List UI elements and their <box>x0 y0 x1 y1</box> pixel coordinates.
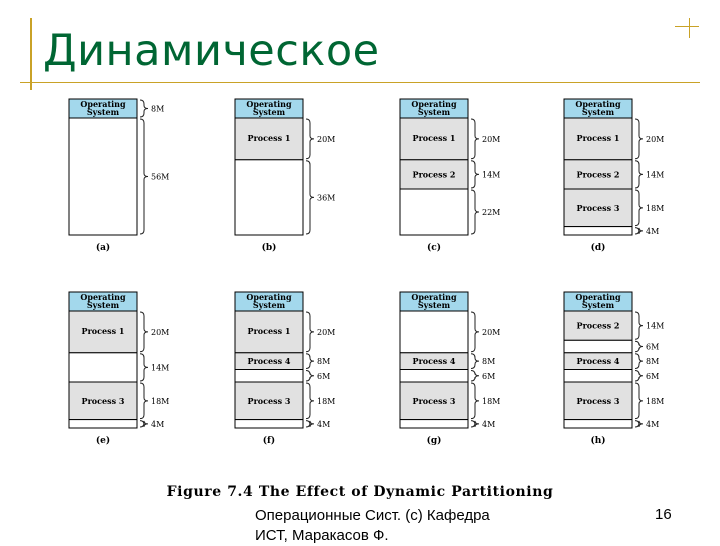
size-label: 18M <box>317 396 336 406</box>
memory-panel-b <box>235 99 335 253</box>
free-block <box>235 160 303 235</box>
size-brace <box>471 421 479 427</box>
process-label: Process 3 <box>247 395 291 406</box>
size-label: 8M <box>317 357 331 367</box>
panel-label: (c) <box>427 243 441 253</box>
size-brace <box>635 371 643 382</box>
size-brace <box>306 371 314 382</box>
process-label: Process 2 <box>412 169 456 180</box>
size-brace <box>635 354 643 369</box>
size-brace <box>306 119 314 159</box>
size-label: 18M <box>482 396 501 406</box>
process-label: Process 3 <box>576 202 620 213</box>
os-label: Operating <box>575 292 621 302</box>
free-block <box>564 420 632 428</box>
panel-label: (f) <box>262 436 276 446</box>
size-brace <box>471 119 479 159</box>
size-brace <box>140 312 148 352</box>
process-label: Process 4 <box>576 356 620 367</box>
process-label: Process 1 <box>412 133 456 143</box>
panel-label: (b) <box>261 243 277 253</box>
size-brace <box>140 421 148 427</box>
process-label: Process 2 <box>576 320 620 331</box>
size-brace <box>140 383 148 419</box>
os-label: Operating <box>80 99 126 109</box>
size-label: 8M <box>646 357 660 367</box>
free-block <box>564 340 632 353</box>
process-label: Process 3 <box>81 395 125 406</box>
os-label: System <box>417 300 451 310</box>
size-brace <box>635 312 643 339</box>
size-brace <box>635 383 643 419</box>
memory-panel-h <box>564 292 664 446</box>
free-block <box>69 118 137 235</box>
size-label: 4M <box>151 419 165 429</box>
panel-label: (e) <box>95 436 111 446</box>
memory-panel-c <box>400 99 500 253</box>
free-block <box>400 370 468 383</box>
size-brace <box>140 354 148 381</box>
size-label: 8M <box>151 104 165 114</box>
size-label: 4M <box>646 419 660 429</box>
os-label: System <box>252 107 286 117</box>
process-label: Process 1 <box>247 326 291 336</box>
size-label: 4M <box>646 226 660 236</box>
size-brace <box>471 383 479 419</box>
process-label: Process 3 <box>412 395 456 406</box>
panel-label: (a) <box>95 243 111 253</box>
process-label: Process 4 <box>412 356 456 367</box>
size-label: 14M <box>482 170 501 180</box>
size-brace <box>635 119 643 159</box>
os-label: System <box>417 107 451 117</box>
os-label: Operating <box>80 292 126 302</box>
process-label: Process 1 <box>576 133 620 143</box>
os-label: System <box>252 300 286 310</box>
os-label: System <box>581 300 615 310</box>
memory-panel-d <box>564 99 664 253</box>
size-brace <box>635 341 643 352</box>
memory-panel-a <box>69 99 169 253</box>
process-label: Process 1 <box>81 326 125 336</box>
size-label: 14M <box>151 363 170 373</box>
memory-panel-e <box>69 292 169 446</box>
size-label: 6M <box>482 371 496 381</box>
free-block <box>235 420 303 428</box>
process-label: Process 1 <box>247 133 291 143</box>
size-label: 18M <box>151 396 170 406</box>
os-label: System <box>581 107 615 117</box>
free-block <box>69 420 137 428</box>
size-label: 6M <box>317 371 331 381</box>
free-block <box>400 311 468 353</box>
size-label: 4M <box>482 419 496 429</box>
size-label: 20M <box>482 327 501 337</box>
size-label: 20M <box>151 327 170 337</box>
figure-caption: Figure 7.4 The Effect of Dynamic Partitioning <box>166 484 554 500</box>
size-brace <box>306 161 314 234</box>
os-label: Operating <box>411 99 457 109</box>
process-label: Process 4 <box>247 356 291 367</box>
size-brace <box>471 190 479 234</box>
size-label: 56M <box>151 172 170 182</box>
slide-footer: Операционные Сист. (с) Кафедра ИСТ, Маракасов Ф. <box>255 507 490 544</box>
panel-label: (h) <box>590 436 606 446</box>
size-label: 14M <box>646 170 665 180</box>
memory-panel-g <box>400 292 500 446</box>
size-label: 18M <box>646 396 665 406</box>
memory-panel-f <box>235 292 335 446</box>
free-block <box>564 370 632 383</box>
os-label: System <box>86 300 120 310</box>
size-label: 20M <box>482 134 501 144</box>
slide-title: Динамическое <box>43 26 380 76</box>
size-brace <box>471 354 479 369</box>
size-brace <box>306 421 314 427</box>
size-brace <box>140 119 148 234</box>
size-brace <box>635 421 643 427</box>
os-label: Operating <box>575 99 621 109</box>
size-brace <box>635 190 643 226</box>
size-brace <box>471 312 479 352</box>
free-block <box>400 420 468 428</box>
size-brace <box>635 161 643 188</box>
os-label: Operating <box>246 292 292 302</box>
size-brace <box>471 371 479 382</box>
size-label: 20M <box>646 134 665 144</box>
size-brace <box>471 161 479 188</box>
size-label: 22M <box>482 208 501 217</box>
free-block <box>564 227 632 235</box>
size-label: 4M <box>317 419 331 429</box>
free-block <box>400 189 468 235</box>
size-label: 20M <box>317 134 336 144</box>
size-label: 20M <box>317 327 336 337</box>
size-label: 18M <box>646 203 665 213</box>
size-label: 6M <box>646 371 660 381</box>
size-brace <box>306 383 314 419</box>
process-label: Process 3 <box>576 395 620 406</box>
size-label: 6M <box>646 342 660 352</box>
size-brace <box>306 312 314 352</box>
panel-label: (d) <box>590 243 606 253</box>
page-number: 16 <box>655 506 672 523</box>
size-label: 14M <box>646 321 665 331</box>
free-block <box>235 370 303 383</box>
os-label: System <box>86 107 120 117</box>
size-label: 36M <box>317 193 336 203</box>
panel-label: (g) <box>426 436 442 446</box>
size-label: 8M <box>482 357 496 367</box>
size-brace <box>140 100 148 117</box>
process-label: Process 2 <box>576 169 620 180</box>
size-brace <box>306 354 314 369</box>
free-block <box>69 353 137 382</box>
os-label: Operating <box>246 99 292 109</box>
size-brace <box>635 228 643 234</box>
os-label: Operating <box>411 292 457 302</box>
